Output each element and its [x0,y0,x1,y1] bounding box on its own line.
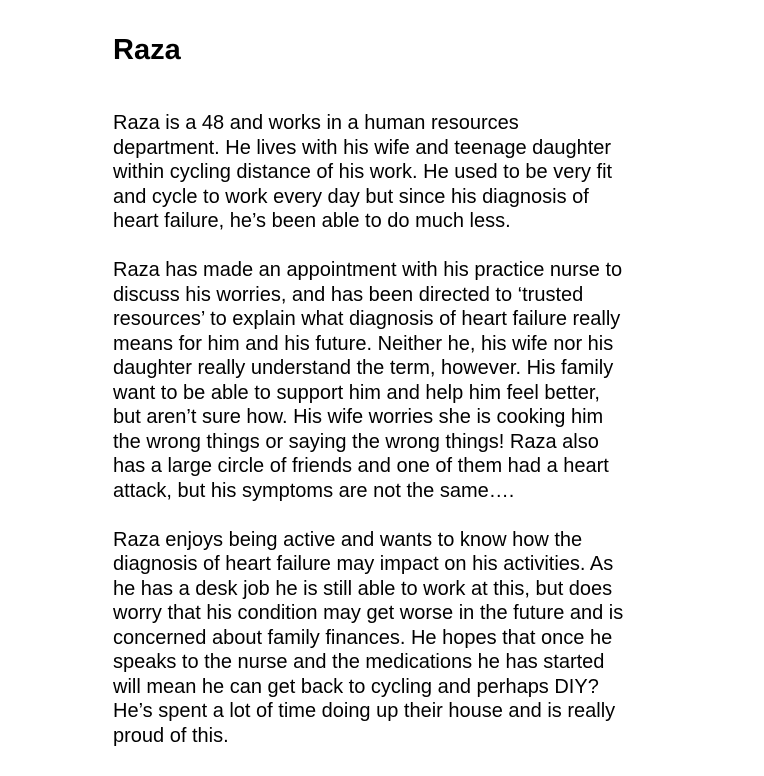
paragraph-line: Raza enjoys being active and wants to know how the [113,528,583,551]
paragraph-line: heart failure, he’s been able to do much less. [113,210,511,232]
page-title: Raza [113,34,181,66]
paragraph-line: and cycle to work every day but since his diagnosis of [113,185,589,208]
paragraph-line: he has a desk job he is still able to work at this, but does [113,577,613,600]
paragraph-line: will mean he can get back to cycling and perhaps DIY? [113,675,599,698]
paragraph-line: attack, but his symptoms are not the same…. [113,479,515,502]
paragraph-line: worry that his condition may get worse in the future and is [113,602,624,624]
paragraph-line: proud of this. [113,724,229,747]
paragraph-2 [113,258,673,503]
paragraph-line: within cycling distance of his work. He used to be very fit [113,161,613,183]
paragraph-line: speaks to the nurse and the medications he has started [113,651,605,673]
paragraph-line: but aren’t sure how. His wife worries she is cooking him [113,406,604,428]
paragraph-line: want to be able to support him and help him feel better, [113,381,600,404]
paragraph-line: daughter really understand the term, however. His family [113,357,614,379]
paragraph-line: resources’ to explain what diagnosis of heart failure really [113,308,621,330]
paragraph-line: the wrong things or saying the wrong things! Raza also [113,430,599,453]
paragraph-line: department. He lives with his wife and teenage daughter [113,136,612,159]
paragraph-line: discuss his worries, and has been directed to ‘trusted [113,283,584,306]
paragraph-line: concerned about family finances. He hopes that once he [113,626,613,649]
paragraph-line: diagnosis of heart failure may impact on his activities. As [113,553,614,575]
paragraph-line: Raza has made an appointment with his practice nurse to [113,259,623,281]
document-page [113,30,673,773]
paragraph-3 [113,528,673,749]
paragraph-line: has a large circle of friends and one of them had a heart [113,455,609,477]
paragraph-line: He’s spent a lot of time doing up their house and is really [113,700,616,722]
paragraph-line: Raza is a 48 and works in a human resources [113,112,519,134]
paragraph-1 [113,111,673,234]
paragraph-line: means for him and his future. Neither he, his wife nor his [113,332,614,355]
